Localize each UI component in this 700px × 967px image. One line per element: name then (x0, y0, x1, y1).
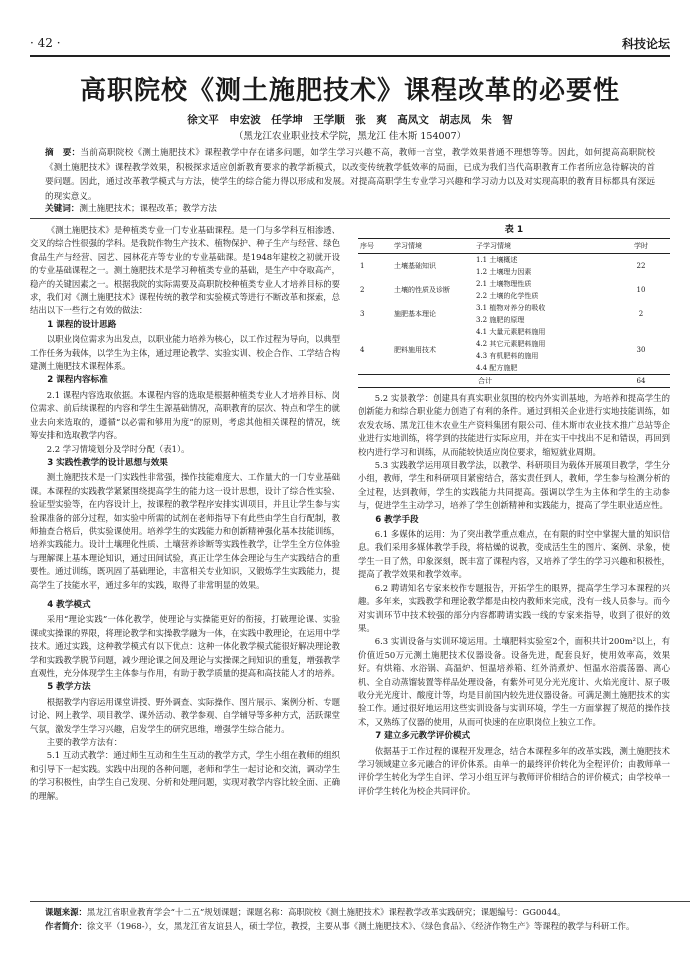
section-heading-5: 5 教学方法 (47, 682, 91, 693)
funding-note (45, 906, 670, 920)
table-cell: 2.1 土壤物理性质 (476, 280, 532, 288)
table-cell: 2 (360, 286, 365, 294)
section-heading-7: 7 建立多元教学评价模式 (375, 731, 471, 742)
table-1 (358, 222, 670, 388)
table-cell: 4.1 大量元素肥料施用 (476, 328, 546, 336)
table-cell: 10 (636, 286, 646, 294)
table-header: 学时 (612, 239, 670, 254)
keywords-text: 测土施肥技术；课程改革；教学方法 (79, 204, 217, 214)
table-row (358, 278, 670, 290)
table-caption: 表 1 (504, 225, 524, 235)
section-heading-2: 2 课程内容标准 (47, 375, 108, 386)
table-header: 学习情境 (392, 239, 474, 254)
paragraph: 2.1 课程内容选取依据。本课程内容的选取是根据种植类专业人才培养目标、岗位需求、前后续课程的内容和学生生源基础情况，高职教育的层次、特点和学生的就业去向来选取的，遵循“以必需和够用为度”的原则，考虑其他相关课程的情况，统筹安排和选取教学内容。 (30, 389, 340, 441)
paragraph: 根据教学内容运用课堂讲授、野外调查、实际操作、图片展示、案例分析、专题讨论、网上教学、项目教学、课外活动、教学参观、自学辅导等多种方式，活跃课堂气氛，激发学生学习兴趣，启发学生的研究思维，增强学生综合能力。 (30, 696, 340, 734)
keywords-label: 关键词： (45, 204, 80, 214)
paragraph: 主要的教学方法有： (46, 737, 123, 748)
paragraph: 6.3 实训设备与实训环境运用。土壤肥料实验室2个，面积共计200m²以上，有价值近50万元测土施肥技术仪器设备。设备先进，配套良好，使用效率高，效果好。有烘箱、水浴锅、高温炉、恒温培养箱、红外消煮炉、恒温水浴震荡器、离心机、全自动蒸馏装置等样品处理设备，有紫外可见分光光度计、火焰光度计、原子吸收分光光度计、酸度计等，均是目前国内较先进仪器设备。可满足测土施肥技术的实验工作。通过很好地运用这些实训设备与实训环境，学生一方面掌握了规范的操作技术，又熟练了仪器的使用，从而可快速的在应职岗位上独立工作。 (358, 636, 670, 727)
table-total-row (358, 375, 670, 388)
table-row (358, 254, 670, 267)
table-cell: 3.1 植物对养分的吸收 (476, 304, 546, 312)
abstract-text: 当前高职院校《测土施肥技术》课程教学中存在诸多问题，如学生学习兴趣不高，教师一言堂，教学效果普通不理想等等。因此，如何提高高职院校《测土施肥技术》课程教学效果，积极探求适应创新教育要求的教学新模式，以改变传统教学低效率的局面，已成为我们当代高职教育工作者所应急待解决的首要问题。因此，通过改革教学模式与方法，使学生的综合能力得以形成和发展。对提高高职学生专业学习兴趣和学习动力以及对实现高职的教育目标都具有深远的现实意义。 (45, 148, 655, 202)
table-cell: 3 (360, 310, 365, 318)
section-heading-4: 4 教学模式 (47, 599, 91, 610)
paragraph: 采用“理论实践”一体化教学，使理论与实操能更好的衔接，打破理论课、实验课或实操课的界限，将理论教学和实操教学融为一体，在实践中教理论，在运用中学技术。通过实践，这种教学模式有以下优点：这种一体化教学模式能很好解决理论教学和实践教学脱节问题，减少理论课之间及理论与实操课之间知识的重复，增强教学直观性，充分体现学生主体参与作用，有助于教学质量的提高和高技能人才的培养。 (30, 614, 340, 678)
author-bio-text: 徐文平（1968-），女，黑龙江省友谊县人，硕士学位，教授，主要从事《测土施肥技术》、《绿色食品》、《经济作物生产》等课程的教学与科研工作。 (86, 920, 635, 931)
table-header: 子学习情境 (474, 239, 612, 254)
table-cell: 22 (636, 262, 646, 270)
header-rule (30, 55, 670, 57)
table-cell: 4.2 其它元素肥料施用 (476, 340, 546, 348)
abstract-rule (30, 218, 670, 219)
table-cell: 2.2 土壤的化学性质 (476, 292, 539, 300)
table-cell: 3.2 施肥的原理 (476, 316, 525, 324)
table-cell: 4.4 配方施肥 (476, 364, 518, 372)
funding-text: 黑龙江省职业教育学会“十二五”规划课题；课题名称：高职院校《测土施肥技术》课程教学改革实践研究；课题编号：GG0044。 (86, 907, 566, 917)
table-cell: 1.1 土壤概述 (476, 256, 518, 264)
footnotes (45, 906, 670, 933)
author-list: 徐文平 申宏波 任学坤 王学顺 张 爽 高凤文 胡志凤 朱 智 (187, 114, 513, 126)
affiliation: （黑龙江农业职业技术学院，黑龙江 佳木斯 154007） (233, 131, 467, 142)
abstract-label: 摘 要： (45, 148, 81, 158)
paragraph: 6.1 多媒体的运用：为了突出教学重点难点，在有限的时空中掌握大量的知识信息。我们采用多媒体教学手段，将枯燥的说教，变成活生生的图片、案例、录象，使学生一目了然，印象深刻，既丰富了课程内容，又培养了学生的学习兴趣和积极性，提高了教学效果和教学效率。 (358, 529, 670, 580)
table-header-row (358, 239, 670, 254)
table-cell: 4.3 有机肥料的施用 (476, 352, 539, 360)
table-header: 序号 (358, 239, 392, 254)
section-heading-6: 6 教学手段 (375, 514, 419, 525)
table-cell: 30 (636, 346, 646, 354)
table-cell: 施肥基本理论 (394, 310, 436, 318)
author-bio (45, 920, 670, 934)
paragraph: 测土施肥技术是一门实践性非常强，操作技能难度大、工作量大的一门专业基础课。本课程的实践教学紧紧围绕提高学生的能力这一设计思想，设计了综合性实验、验证型实验等，在内容设计上，按课程的教学程序安排实训项目，并且让学生参与实验课准备的部分过程，如实验中所需的试剂在老师指导下有此些由学生自行配制，教师抽查合格后，供实验课使用。培养学生的实践能力和创新精神强化基本技能训练，培养实践能力。设计土壤理化性质、土壤营养诊断等实践性教学，让学生全方位体验与理解课上基本理论知识，通过田间试验，真正让学生体会理论与生产实践结合的重要性。通过训练，既巩固了基础理论，丰富相关专业知识，又锻炼学生实践能力，提高学生了技能水平，通过多年的实践，取得了非常明显的效果。 (30, 472, 340, 590)
journal-name: 科技论坛 (621, 36, 670, 51)
abstract (45, 146, 655, 204)
left-column (30, 224, 340, 803)
paragraph: 6.2 聘请知名专家来校作专题报告，开拓学生的眼界，提高学生学习本课程的兴趣。多年来，实践教学和理论教学都是由校内教师来完成，没有一线人员参与。而今对实训环节中技术较强的部分内容都聘请实践一线的专家来指导，收到了很好的效果。 (358, 582, 670, 633)
right-column (358, 392, 670, 798)
funding-label: 课题来源： (45, 907, 87, 917)
paragraph: 依据基于工作过程的课程开发理念，结合本课程多年的改革实践，测土施肥技术学习领域建立多元融合的评价体系。由单一的最终评价转化为全程评价；由教师单一评价学生转化为学生自评、学习小组互评与教师评价相结合的评价模式；由学校单一评价学生转化为校企共同评价。 (358, 745, 670, 796)
table-cell: 4 (360, 346, 365, 354)
table-cell: 土壤基础知识 (394, 262, 436, 270)
article-title: 高职院校《测土施肥技术》课程改革的必要性 (79, 76, 620, 106)
paragraph: 5.3 实践教学运用项目教学法，以教学、科研项目为载体开展项目教学，学生分小组，教师，学生和科研项目紧密结合，落实责任到人，教师，学生参与检测分析的全过程，达到教师，学生的实践能力共同提高。强调以学生为主体和学生的主动参与，促进学生主动学习，培养了学生创新精神和实践能力，提高了学生职业适应性。 (358, 460, 670, 511)
page-number: · 42 · (30, 36, 61, 50)
table-row (358, 326, 670, 338)
paragraph: 2.2 学习情境划分及学时分配（表1）。 (46, 443, 190, 454)
table-cell: 肥料施用技术 (394, 346, 436, 354)
author-bio-label: 作者简介： (45, 920, 87, 931)
table-total-label: 合计 (358, 375, 612, 388)
table-cell: 2 (638, 310, 644, 318)
table-row (358, 302, 670, 314)
page-header (30, 32, 670, 54)
table-cell: 1 (360, 262, 365, 270)
paragraph: 5.1 互动式教学：通过师生互动和生生互动的教学方式，学生小组在教师的组织和引导下一起实践。实践中出现的各种问题，老师和学生一起讨论和交流，调动学生的学习积极性，由学生自己发现、分析和处理问题，实现对教学内容比较全面、正确的理解。 (30, 750, 340, 801)
section-heading-1: 1 课程的设计思路 (47, 319, 117, 330)
paragraph: 5.2 实景教学：创建具有真实职业氛围的校内外实训基地，为培养和提高学生的创新能力和综合职业能力创造了有利的条件。通过到相关企业进行实地技能训练，如农发农场、黑龙江佳木农业生产资料集团有限公司、佳木斯市农业技术推广总站等企业进行实地训练，将学到的技能进行实际应用，并在实干中找出不足和错误，再回到校内进行学习和训练，从而能较快适应岗位要求，缩短就业周期。 (358, 393, 670, 457)
course-hours-table (358, 238, 670, 388)
table-total-hours: 64 (612, 375, 670, 388)
intro-paragraph: 《测土施肥技术》是种植类专业一门专业基础课程。是一门与多学科互相渗透、交叉的综合性很强的学科。是我院作物生产技术、植物保护、种子生产与经营、绿色食品生产与经营、园艺、园林花卉等专业的专业基础课。是1948年建校之初就开设的专业基础课程之一。测土施肥技术是学习种植类专业的基础，是生产中夺取高产，稳产的关键因素之一。根据我院的实际需要及高职院校种植类专业人才培养目标的要求，我们对《测土施肥技术》课程传统的教学和实验模式等进行不断改革和探索，总结出以下一些行之有效的做法： (30, 225, 340, 316)
table-cell: 土壤的性质及诊断 (394, 286, 450, 294)
table-cell: 1.2 土壤理力因素 (476, 268, 532, 276)
footer-rule (30, 901, 690, 902)
keywords (45, 202, 655, 216)
paragraph: 以职业岗位需求为出发点，以职业能力培养为核心，以工作过程为导向，以典型工作任务为载体，以学生为主体，通过理论教学、实验实训、校企合作、工学结合构建测土施肥技术课程体系。 (30, 334, 340, 372)
section-heading-3: 3 实践性教学的设计思想与效果 (47, 457, 168, 468)
